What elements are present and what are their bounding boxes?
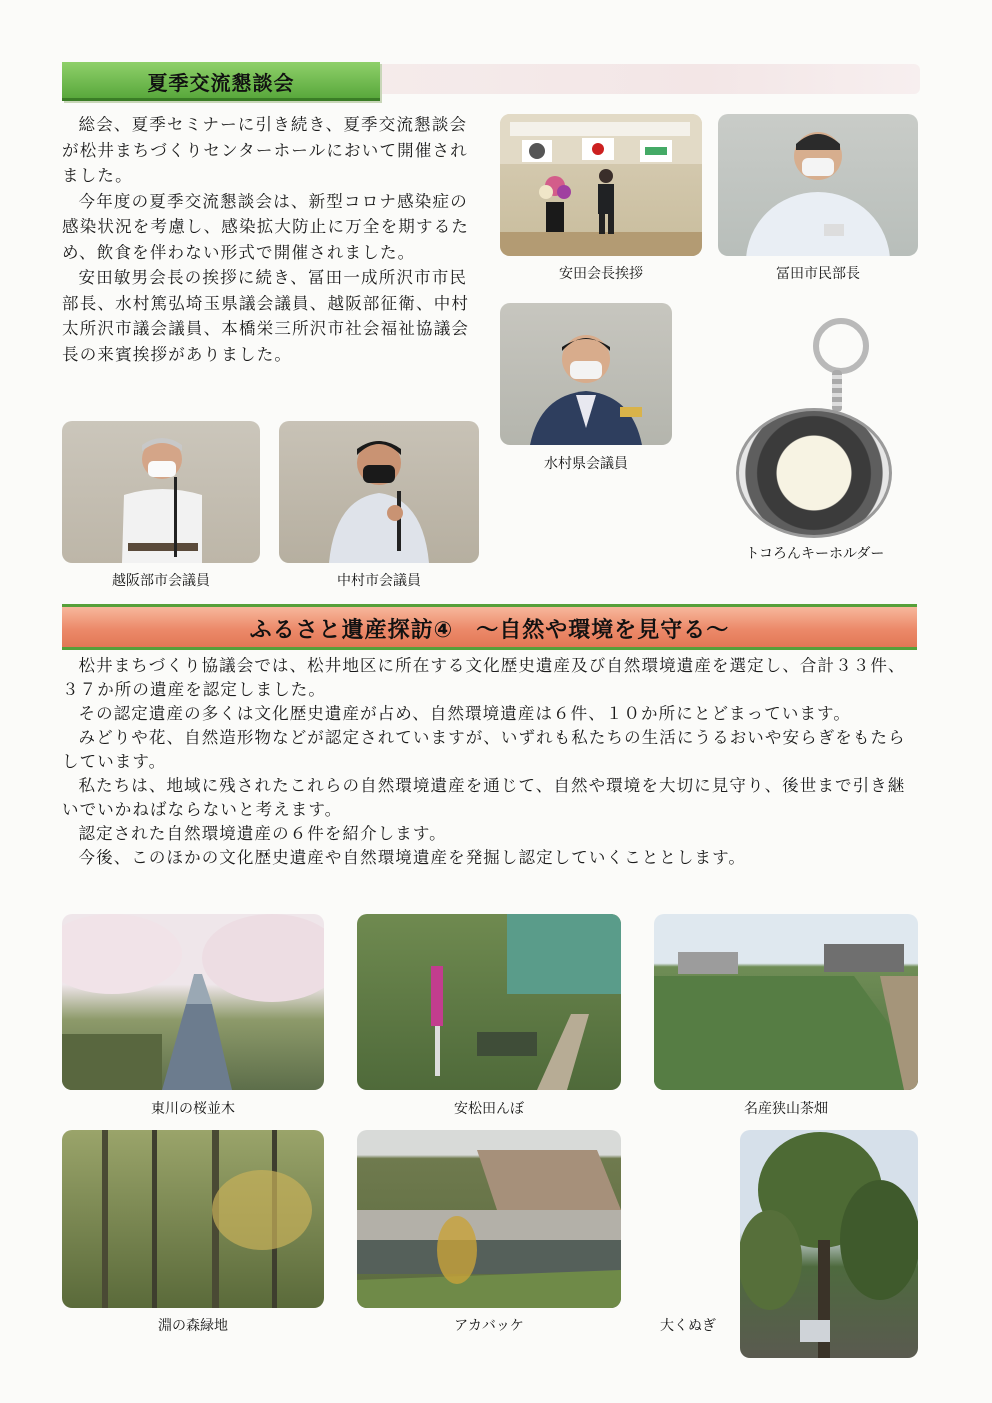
- chain-icon: [832, 370, 842, 412]
- photo-caption: 東川の桜並木: [151, 1101, 235, 1117]
- tokoron-keyholder-icon: [736, 408, 892, 538]
- tea-field-icon: [654, 914, 918, 1090]
- photo-yasumatsu-paddy: [357, 914, 621, 1090]
- photo-akabakke: [357, 1130, 621, 1308]
- section1-text: [62, 112, 482, 367]
- person-icon: [500, 303, 672, 445]
- paragraph: 今年度の夏季交流懇談会は、新型コロナ感染症の感染状況を考慮し、感染拡大防止に万全を期するため、飲食を伴わない形式で開催されました。: [62, 191, 470, 262]
- person-icon: [62, 421, 260, 563]
- section2-text: [62, 654, 920, 870]
- stage-scene-icon: [500, 114, 702, 256]
- photo-caption: 安松田んぼ: [454, 1101, 524, 1117]
- paragraph: 総会、夏季セミナーに引き続き、夏季交流懇談会が松井まちづくりセンターホールにおいて開催されました。: [62, 115, 468, 185]
- photo-caption: 名産狭山茶畑: [744, 1101, 828, 1117]
- photo-caption: トコろんキーホルダー: [745, 546, 885, 562]
- paragraph: みどりや花、自然造形物などが認定されていますが、いずれも私たちの生活にうるおいや安らぎをもたらしています。: [62, 728, 906, 771]
- photo-caption: 越阪部市会議員: [112, 573, 210, 589]
- forest-icon: [62, 1130, 324, 1308]
- paragraph: 松井まちづくり協議会では、松井地区に所在する文化歴史遺産及び自然環境遺産を選定し、合計３３件、３７か所の遺産を認定しました。: [62, 656, 906, 699]
- photo-caption: 安田会長挨拶: [559, 266, 643, 282]
- header-decoration: [380, 64, 920, 94]
- photo-fuchi-forest: [62, 1130, 324, 1308]
- person-icon: [718, 114, 918, 256]
- photo-chairman-greeting: [500, 114, 702, 256]
- photo-caption: 冨田市民部長: [776, 266, 860, 282]
- person-icon: [279, 421, 479, 563]
- photo-mizumura: [500, 303, 672, 445]
- photo-okunugi: [740, 1130, 918, 1358]
- photo-sayama-tea: [654, 914, 918, 1090]
- section-header-heritage: [62, 604, 917, 650]
- section-header-summer: [62, 62, 380, 101]
- photo-caption: 水村県会議員: [544, 456, 628, 472]
- paragraph: 認定された自然環境遺産の６件を紹介します。: [78, 824, 447, 843]
- paragraph: 安田敏男会長の挨拶に続き、冨田一成所沢市市民部長、水村篤弘埼玉県議会議員、越阪部征衛、中村太所沢市議会議員、本橋栄三所沢市社会福祉協議会長の来賓挨拶がありました。: [62, 268, 470, 364]
- paragraph: 私たちは、地域に残されたこれらの自然環境遺産を通じて、自然や環境を大切に見守り、後世まで引き継いでいかねばならないと考えます。: [62, 776, 906, 819]
- photo-tomita: [718, 114, 918, 256]
- photo-nakamura: [279, 421, 479, 563]
- paragraph: 今後、このほかの文化歴史遺産や自然環境遺産を発掘し認定していくこととします。: [78, 848, 746, 867]
- section-title: ふるさと遺産探訪④ ～自然や環境を見守る～: [249, 618, 730, 643]
- paddy-field-icon: [357, 914, 621, 1090]
- stream-icon: [357, 1130, 621, 1308]
- photo-osakabe: [62, 421, 260, 563]
- photo-caption: 淵の森緑地: [158, 1318, 228, 1334]
- cherry-trees-icon: [62, 914, 324, 1090]
- big-tree-icon: [740, 1130, 918, 1358]
- keyring-icon: [813, 318, 869, 374]
- paragraph: その認定遺産の多くは文化歴史遺産が占め、自然環境遺産は６件、１０か所にとどまっています。: [78, 704, 851, 723]
- photo-caption: 中村市会議員: [337, 573, 421, 589]
- section-title: 夏季交流懇談会: [147, 71, 295, 95]
- photo-caption: アカバッケ: [454, 1318, 524, 1334]
- photo-caption: 大くぬぎ: [660, 1318, 716, 1334]
- photo-higashikawa-cherry: [62, 914, 324, 1090]
